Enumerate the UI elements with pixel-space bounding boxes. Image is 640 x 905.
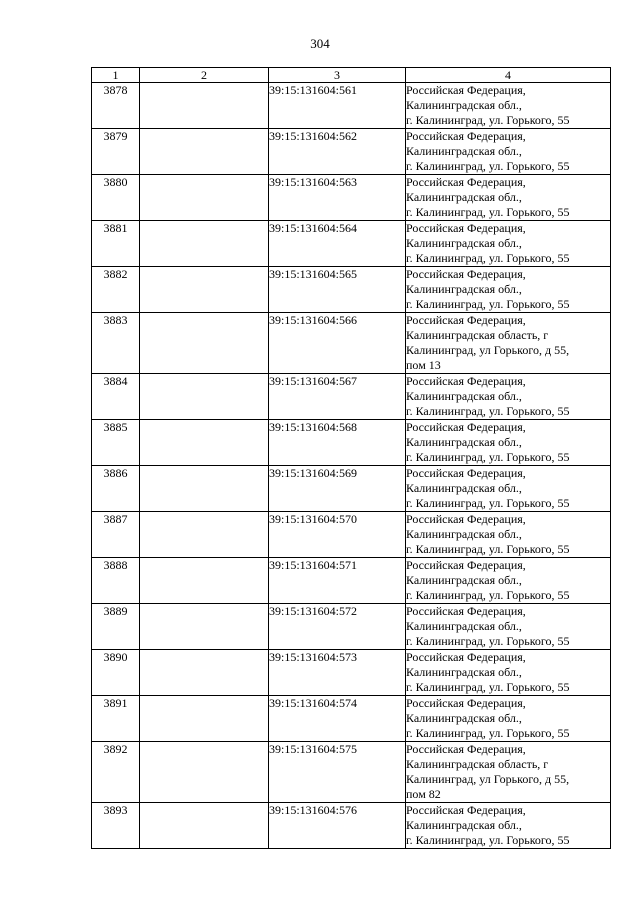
row-number-cell: 3890: [92, 650, 140, 696]
row-number-cell: 3888: [92, 558, 140, 604]
cadastral-number-cell: 39:15:131604:565: [269, 267, 406, 313]
address-line: г. Калининград, ул. Горького, 55: [406, 113, 570, 127]
row-number-cell: 3887: [92, 512, 140, 558]
address-line: Калининградская обл.,: [406, 98, 522, 112]
address-line: г. Калининград, ул. Горького, 55: [406, 588, 570, 602]
table-row: [92, 650, 611, 696]
address-line: Калининградская обл.,: [406, 389, 522, 403]
table-body: [92, 83, 611, 849]
address-line: Калининградская обл.,: [406, 435, 522, 449]
address-line: пом 13: [406, 358, 441, 372]
address-cell: [406, 558, 611, 604]
cadastral-number-cell: 39:15:131604:575: [269, 742, 406, 803]
address-line: Калининградская обл.,: [406, 573, 522, 587]
cadastral-number-cell: 39:15:131604:572: [269, 604, 406, 650]
row-number-cell: 3880: [92, 175, 140, 221]
address-line: Калининградская обл.,: [406, 665, 522, 679]
address-line: г. Калининград, ул. Горького, 55: [406, 726, 570, 740]
address-cell: [406, 83, 611, 129]
empty-cell: [140, 558, 269, 604]
table-row: [92, 420, 611, 466]
address-line: Калининградская обл.,: [406, 236, 522, 250]
row-number-cell: 3879: [92, 129, 140, 175]
cadastral-number-cell: 39:15:131604:570: [269, 512, 406, 558]
address-cell: [406, 420, 611, 466]
address-line: Российская Федерация,: [406, 558, 526, 572]
address-line: Калининградская обл.,: [406, 527, 522, 541]
row-number-cell: 3881: [92, 221, 140, 267]
address-line: Российская Федерация,: [406, 650, 526, 664]
address-line: Калининградская область, г: [406, 328, 549, 342]
address-line: Калининградская обл.,: [406, 481, 522, 495]
address-line: Российская Федерация,: [406, 696, 526, 710]
address-line: Российская Федерация,: [406, 83, 526, 97]
table-row: [92, 466, 611, 512]
address-line: Российская Федерация,: [406, 221, 526, 235]
address-cell: [406, 604, 611, 650]
cadastral-number-cell: 39:15:131604:566: [269, 313, 406, 374]
row-number-cell: 3891: [92, 696, 140, 742]
address-line: Российская Федерация,: [406, 742, 526, 756]
address-cell: [406, 313, 611, 374]
cadastral-number-cell: 39:15:131604:563: [269, 175, 406, 221]
address-line: г. Калининград, ул. Горького, 55: [406, 833, 570, 847]
empty-cell: [140, 221, 269, 267]
column-header-4: 4: [406, 68, 611, 83]
empty-cell: [140, 650, 269, 696]
empty-cell: [140, 696, 269, 742]
address-cell: [406, 221, 611, 267]
address-line: Калининградская область, г: [406, 757, 549, 771]
empty-cell: [140, 420, 269, 466]
row-number-cell: 3882: [92, 267, 140, 313]
cadastral-number-cell: 39:15:131604:573: [269, 650, 406, 696]
address-line: г. Калининград, ул. Горького, 55: [406, 205, 570, 219]
address-line: Калининградская обл.,: [406, 711, 522, 725]
address-cell: [406, 267, 611, 313]
empty-cell: [140, 83, 269, 129]
table-row: [92, 313, 611, 374]
address-line: Калининградская обл.,: [406, 818, 522, 832]
row-number-cell: 3893: [92, 803, 140, 849]
address-cell: [406, 466, 611, 512]
address-line: Российская Федерация,: [406, 604, 526, 618]
address-line: Российская Федерация,: [406, 313, 526, 327]
address-line: Российская Федерация,: [406, 175, 526, 189]
table-row: [92, 83, 611, 129]
column-header-3: 3: [269, 68, 406, 83]
row-number-cell: 3884: [92, 374, 140, 420]
address-line: Калининградская обл.,: [406, 144, 522, 158]
address-line: Российская Федерация,: [406, 267, 526, 281]
cadastral-number-cell: 39:15:131604:569: [269, 466, 406, 512]
address-line: г. Калининград, ул. Горького, 55: [406, 159, 570, 173]
empty-cell: [140, 175, 269, 221]
table-header: [92, 68, 611, 83]
address-line: Российская Федерация,: [406, 466, 526, 480]
table-row: [92, 175, 611, 221]
table-row: [92, 374, 611, 420]
row-number-cell: 3889: [92, 604, 140, 650]
cadastral-number-cell: 39:15:131604:574: [269, 696, 406, 742]
address-cell: [406, 129, 611, 175]
address-line: Калининградская обл.,: [406, 282, 522, 296]
empty-cell: [140, 374, 269, 420]
cadastral-number-cell: 39:15:131604:561: [269, 83, 406, 129]
address-line: г. Калининград, ул. Горького, 55: [406, 297, 570, 311]
column-header-2: 2: [140, 68, 269, 83]
address-line: Калининград, ул Горького, д 55,: [406, 343, 570, 357]
column-header-1: 1: [92, 68, 140, 83]
empty-cell: [140, 267, 269, 313]
address-line: г. Калининград, ул. Горького, 55: [406, 496, 570, 510]
header-row: [92, 68, 611, 83]
address-line: г. Калининград, ул. Горького, 55: [406, 634, 570, 648]
address-line: Российская Федерация,: [406, 374, 526, 388]
empty-cell: [140, 313, 269, 374]
page-number: 304: [310, 36, 330, 51]
address-cell: [406, 742, 611, 803]
empty-cell: [140, 466, 269, 512]
address-line: г. Калининград, ул. Горького, 55: [406, 542, 570, 556]
address-line: г. Калининград, ул. Горького, 55: [406, 404, 570, 418]
address-line: г. Калининград, ул. Горького, 55: [406, 251, 570, 265]
cadastral-number-cell: 39:15:131604:571: [269, 558, 406, 604]
row-number-cell: 3885: [92, 420, 140, 466]
empty-cell: [140, 512, 269, 558]
cadastral-number-cell: 39:15:131604:568: [269, 420, 406, 466]
table-row: [92, 512, 611, 558]
row-number-cell: 3886: [92, 466, 140, 512]
table-row: [92, 267, 611, 313]
empty-cell: [140, 604, 269, 650]
address-line: Российская Федерация,: [406, 129, 526, 143]
address-line: г. Калининград, ул. Горького, 55: [406, 680, 570, 694]
address-line: Калининградская обл.,: [406, 190, 522, 204]
address-cell: [406, 696, 611, 742]
cadastral-number-cell: 39:15:131604:567: [269, 374, 406, 420]
table-row: [92, 696, 611, 742]
cadastral-number-cell: 39:15:131604:576: [269, 803, 406, 849]
address-line: г. Калининград, ул. Горького, 55: [406, 450, 570, 464]
address-line: Калининград, ул Горького, д 55,: [406, 772, 570, 786]
address-cell: [406, 650, 611, 696]
table-row: [92, 803, 611, 849]
cadastral-number-cell: 39:15:131604:564: [269, 221, 406, 267]
empty-cell: [140, 742, 269, 803]
table-row: [92, 742, 611, 803]
address-line: пом 82: [406, 787, 441, 801]
address-line: Российская Федерация,: [406, 420, 526, 434]
table-row: [92, 129, 611, 175]
row-number-cell: 3892: [92, 742, 140, 803]
address-cell: [406, 175, 611, 221]
row-number-cell: 3883: [92, 313, 140, 374]
address-line: Российская Федерация,: [406, 512, 526, 526]
address-line: Калининградская обл.,: [406, 619, 522, 633]
table-row: [92, 604, 611, 650]
address-cell: [406, 803, 611, 849]
row-number-cell: 3878: [92, 83, 140, 129]
table-row: [92, 221, 611, 267]
cadastral-number-cell: 39:15:131604:562: [269, 129, 406, 175]
address-cell: [406, 374, 611, 420]
address-cell: [406, 512, 611, 558]
empty-cell: [140, 803, 269, 849]
table-row: [92, 558, 611, 604]
registry-table: [91, 67, 611, 849]
empty-cell: [140, 129, 269, 175]
address-line: Российская Федерация,: [406, 803, 526, 817]
